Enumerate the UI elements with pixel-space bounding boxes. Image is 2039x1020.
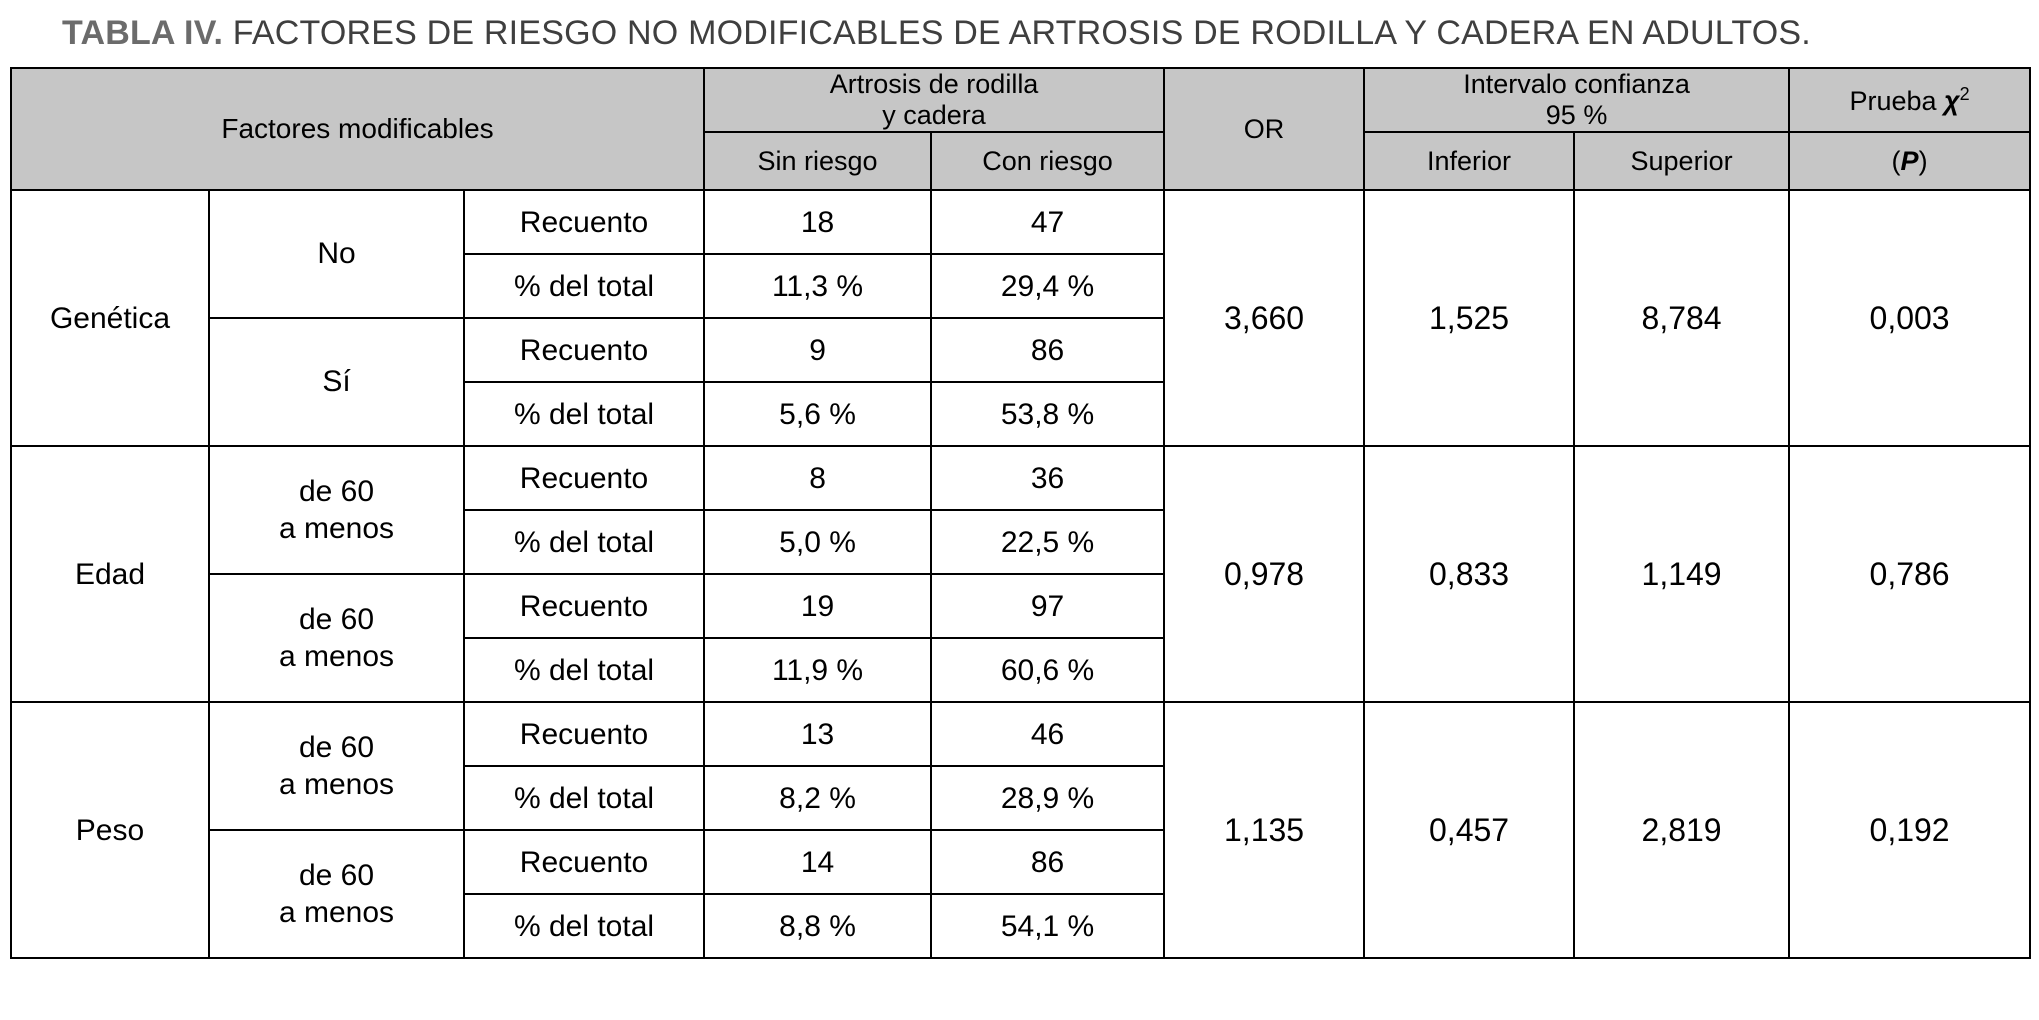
factor-cell: Edad bbox=[11, 446, 209, 702]
value-sin-riesgo: 5,6 % bbox=[704, 382, 931, 446]
metric-label: % del total bbox=[464, 254, 704, 318]
metric-label: Recuento bbox=[464, 830, 704, 894]
value-con-riesgo: 28,9 % bbox=[931, 766, 1164, 830]
table-body bbox=[11, 190, 2030, 958]
metric-label: Recuento bbox=[464, 190, 704, 254]
header-artrosis-line1: Artrosis de rodilla bbox=[829, 69, 1039, 99]
factor-cell: Peso bbox=[11, 702, 209, 958]
metric-label: % del total bbox=[464, 638, 704, 702]
value-con-riesgo: 22,5 % bbox=[931, 510, 1164, 574]
level-label-line1: de 60 bbox=[298, 602, 375, 636]
p-close-paren: ) bbox=[1918, 145, 1928, 176]
value-or: 1,135 bbox=[1164, 702, 1364, 958]
value-sin-riesgo: 8 bbox=[704, 446, 931, 510]
header-chi-symbol: χ bbox=[1944, 85, 1960, 116]
header-chi-exponent: 2 bbox=[1959, 83, 1970, 104]
value-con-riesgo: 86 bbox=[931, 318, 1164, 382]
value-con-riesgo: 46 bbox=[931, 702, 1164, 766]
value-sin-riesgo: 19 bbox=[704, 574, 931, 638]
table-row bbox=[11, 446, 2030, 510]
value-con-riesgo: 47 bbox=[931, 190, 1164, 254]
value-con-riesgo: 97 bbox=[931, 574, 1164, 638]
value-con-riesgo: 54,1 % bbox=[931, 894, 1164, 958]
value-con-riesgo: 86 bbox=[931, 830, 1164, 894]
header-or: OR bbox=[1164, 68, 1364, 190]
level-cell bbox=[209, 574, 464, 702]
value-sin-riesgo: 14 bbox=[704, 830, 931, 894]
level-label-line1: No bbox=[317, 237, 356, 271]
value-superior: 2,819 bbox=[1574, 702, 1789, 958]
header-inferior: Inferior bbox=[1364, 132, 1574, 190]
level-label-line2: a menos bbox=[278, 640, 395, 674]
p-symbol: P bbox=[1900, 145, 1919, 176]
level-cell bbox=[209, 190, 464, 318]
risk-factors-table bbox=[10, 67, 2031, 959]
level-label-line1: de 60 bbox=[298, 730, 375, 764]
level-label-line1: Sí bbox=[322, 365, 351, 399]
level-label-line1: de 60 bbox=[298, 858, 375, 892]
level-label-line2: a menos bbox=[278, 768, 395, 802]
header-con-riesgo: Con riesgo bbox=[931, 132, 1164, 190]
metric-label: % del total bbox=[464, 894, 704, 958]
header-prueba-chi2 bbox=[1789, 68, 2030, 132]
metric-label: Recuento bbox=[464, 574, 704, 638]
header-factores-modificables: Factores modificables bbox=[11, 68, 704, 190]
value-inferior: 0,457 bbox=[1364, 702, 1574, 958]
value-p: 0,786 bbox=[1789, 446, 2030, 702]
metric-label: Recuento bbox=[464, 446, 704, 510]
page-title bbox=[0, 14, 2039, 67]
value-sin-riesgo: 5,0 % bbox=[704, 510, 931, 574]
p-open-paren: ( bbox=[1891, 145, 1901, 176]
header-intervalo-line1: Intervalo confianza bbox=[1463, 69, 1690, 99]
metric-label: Recuento bbox=[464, 318, 704, 382]
metric-label: Recuento bbox=[464, 702, 704, 766]
value-inferior: 1,525 bbox=[1364, 190, 1574, 446]
value-inferior: 0,833 bbox=[1364, 446, 1574, 702]
level-label-line1: de 60 bbox=[298, 474, 375, 508]
value-con-riesgo: 60,6 % bbox=[931, 638, 1164, 702]
value-con-riesgo: 29,4 % bbox=[931, 254, 1164, 318]
header-p-value bbox=[1789, 132, 2030, 190]
table-row bbox=[11, 702, 2030, 766]
header-superior: Superior bbox=[1574, 132, 1789, 190]
value-sin-riesgo: 9 bbox=[704, 318, 931, 382]
value-p: 0,003 bbox=[1789, 190, 2030, 446]
value-superior: 1,149 bbox=[1574, 446, 1789, 702]
level-label-line2: a menos bbox=[278, 896, 395, 930]
table-title-text: FACTORES DE RIESGO NO MODIFICABLES DE ARTROSIS DE RODILLA Y CADERA EN ADULTOS. bbox=[232, 14, 1811, 52]
header-artrosis bbox=[704, 68, 1164, 132]
table-row bbox=[11, 190, 2030, 254]
value-con-riesgo: 36 bbox=[931, 446, 1164, 510]
value-or: 3,660 bbox=[1164, 190, 1364, 446]
value-p: 0,192 bbox=[1789, 702, 2030, 958]
value-superior: 8,784 bbox=[1574, 190, 1789, 446]
header-sin-riesgo: Sin riesgo bbox=[704, 132, 931, 190]
value-con-riesgo: 53,8 % bbox=[931, 382, 1164, 446]
metric-label: % del total bbox=[464, 766, 704, 830]
metric-label: % del total bbox=[464, 382, 704, 446]
level-cell bbox=[209, 702, 464, 830]
level-cell bbox=[209, 446, 464, 574]
value-sin-riesgo: 18 bbox=[704, 190, 931, 254]
value-sin-riesgo: 13 bbox=[704, 702, 931, 766]
header-row-1 bbox=[11, 68, 2030, 132]
value-sin-riesgo: 8,2 % bbox=[704, 766, 931, 830]
metric-label: % del total bbox=[464, 510, 704, 574]
header-intervalo-confianza bbox=[1364, 68, 1789, 132]
level-cell bbox=[209, 830, 464, 958]
level-label-line2: a menos bbox=[278, 512, 395, 546]
table-container bbox=[0, 67, 2039, 959]
header-artrosis-line2: y cadera bbox=[882, 100, 986, 131]
factor-cell: Genética bbox=[11, 190, 209, 446]
value-or: 0,978 bbox=[1164, 446, 1364, 702]
value-sin-riesgo: 11,3 % bbox=[704, 254, 931, 318]
header-intervalo-line2: 95 % bbox=[1545, 100, 1608, 131]
header-prueba-label: Prueba bbox=[1849, 85, 1937, 116]
value-sin-riesgo: 11,9 % bbox=[704, 638, 931, 702]
table-header bbox=[11, 68, 2030, 190]
value-sin-riesgo: 8,8 % bbox=[704, 894, 931, 958]
level-cell bbox=[209, 318, 464, 446]
table-number: TABLA IV. bbox=[62, 14, 224, 52]
